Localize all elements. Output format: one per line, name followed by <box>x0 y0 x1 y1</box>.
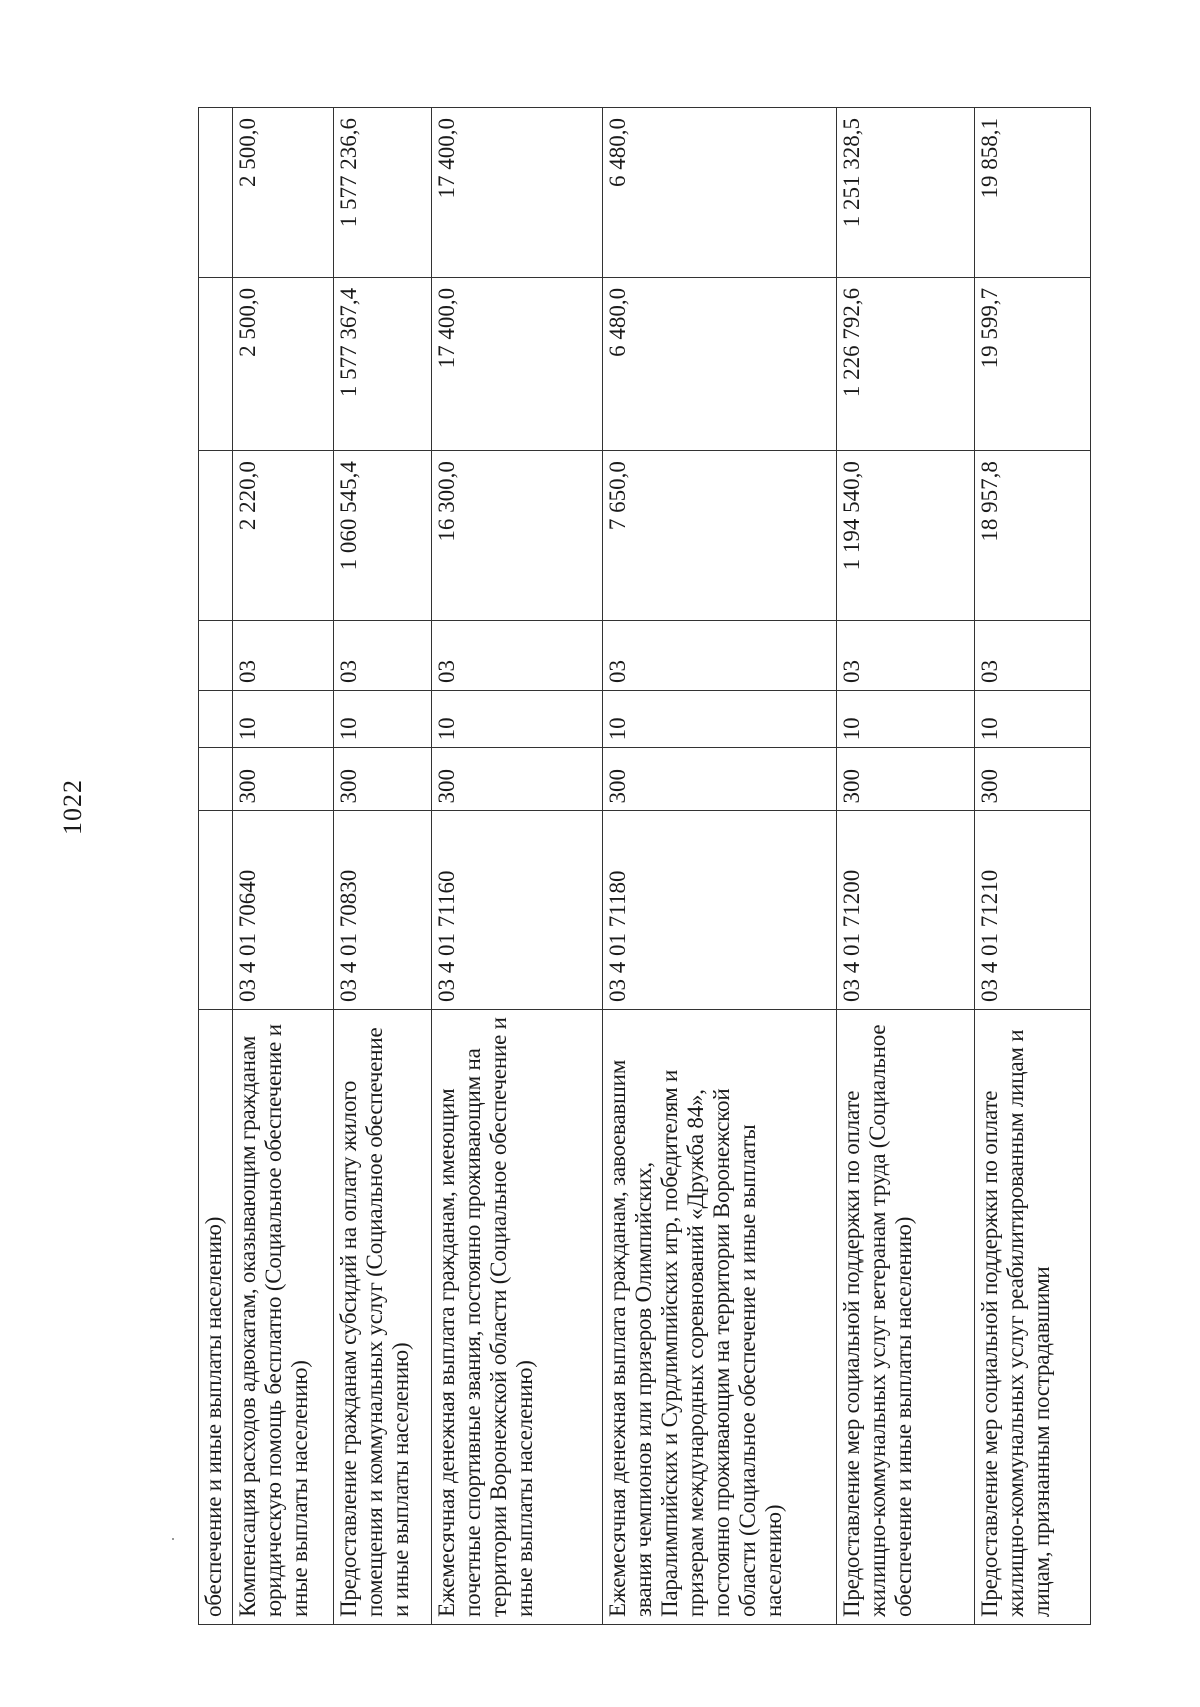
budget-table <box>198 107 1091 1625</box>
row-sum-1: 18 957,8 <box>974 451 1090 621</box>
row-description: Предоставление гражданам субсидий на оплату жилого помещения и коммунальных услуг (Социальное обеспечение и иные выплаты населению) <box>333 1009 432 1624</box>
empty-cell <box>199 620 233 690</box>
row-sum-3: 2 500,0 <box>232 108 333 278</box>
row-subsection: 03 <box>603 620 836 690</box>
row-section: 10 <box>974 690 1090 747</box>
empty-cell <box>199 811 233 1010</box>
row-expense-type: 300 <box>836 748 974 811</box>
row-sum-2: 19 599,7 <box>974 277 1090 450</box>
row-expense-type: 300 <box>603 748 836 811</box>
row-sum-3: 17 400,0 <box>432 108 603 278</box>
row-subsection: 03 <box>974 620 1090 690</box>
page-number: 1022 <box>58 779 87 835</box>
table-row <box>333 108 432 1625</box>
row-subsection: 03 <box>232 620 333 690</box>
row-sum-1: 2 220,0 <box>232 451 333 621</box>
row-description: Ежемесячная денежная выплата гражданам, завоевавшим звания чемпионов или призеров Олимпийских, Паралимпийских и Сурдлимпийских игр, победителям и призерам международных соревнований «Дружба 84», постоянно проживающим на территории Воронежской области (Социальное обеспечение и иные выплаты населению) <box>603 1009 836 1624</box>
empty-cell <box>199 451 233 621</box>
row-section: 10 <box>603 690 836 747</box>
row-subsection: 03 <box>432 620 603 690</box>
table-row <box>836 108 974 1625</box>
row-sum-2: 1 226 792,6 <box>836 277 974 450</box>
row-sum-1: 7 650,0 <box>603 451 836 621</box>
row-sum-2: 6 480,0 <box>603 277 836 450</box>
row-sum-3: 1 577 236,6 <box>333 108 432 278</box>
row-section: 10 <box>836 690 974 747</box>
row-description: Предоставление мер социальной поддержки по оплате жилищно-коммунальных услуг реабилитированным лицам и лицам, признанным пострадавшими <box>974 1009 1090 1624</box>
row-target-code: 03 4 01 71200 <box>836 811 974 1010</box>
row-expense-type: 300 <box>232 748 333 811</box>
row-sum-3: 1 251 328,5 <box>836 108 974 278</box>
continuation-description: обеспечение и иные выплаты населению) <box>199 1009 233 1624</box>
row-expense-type: 300 <box>432 748 603 811</box>
row-target-code: 03 4 01 70640 <box>232 811 333 1010</box>
row-description: Ежемесячная денежная выплата гражданам, имеющим почетные спортивные звания, постоянно проживающим на территории Воронежской области (Социальное обеспечение и иные выплаты населению) <box>432 1009 603 1624</box>
empty-cell <box>199 277 233 450</box>
budget-table-rotated <box>198 107 1091 1625</box>
row-sum-3: 6 480,0 <box>603 108 836 278</box>
row-target-code: 03 4 01 71160 <box>432 811 603 1010</box>
row-sum-2: 2 500,0 <box>232 277 333 450</box>
row-target-code: 03 4 01 70830 <box>333 811 432 1010</box>
row-subsection: 03 <box>836 620 974 690</box>
row-expense-type: 300 <box>974 748 1090 811</box>
row-sum-1: 1 194 540,0 <box>836 451 974 621</box>
row-section: 10 <box>333 690 432 747</box>
row-section: 10 <box>432 690 603 747</box>
row-sum-2: 17 400,0 <box>432 277 603 450</box>
row-sum-1: 1 060 545,4 <box>333 451 432 621</box>
empty-cell <box>199 748 233 811</box>
row-section: 10 <box>232 690 333 747</box>
row-target-code: 03 4 01 71180 <box>603 811 836 1010</box>
row-subsection: 03 <box>333 620 432 690</box>
row-target-code: 03 4 01 71210 <box>974 811 1090 1010</box>
row-expense-type: 300 <box>333 748 432 811</box>
table-row <box>603 108 836 1625</box>
row-sum-1: 16 300,0 <box>432 451 603 621</box>
row-description: Предоставление мер социальной поддержки по оплате жилищно-коммунальных услуг ветеранам труда (Социальное обеспечение и иные выплаты населению) <box>836 1009 974 1624</box>
table-row <box>974 108 1090 1625</box>
table-row <box>432 108 603 1625</box>
row-description: Компенсация расходов адвокатам, оказывающим гражданам юридическую помощь бесплатно (Социальное обеспечение и иные выплаты населению) <box>232 1009 333 1624</box>
row-sum-3: 19 858,1 <box>974 108 1090 278</box>
table-row-continuation <box>199 108 233 1625</box>
empty-cell <box>199 108 233 278</box>
empty-cell <box>199 690 233 747</box>
scan-speck <box>172 1538 174 1540</box>
row-sum-2: 1 577 367,4 <box>333 277 432 450</box>
table-row <box>232 108 333 1625</box>
